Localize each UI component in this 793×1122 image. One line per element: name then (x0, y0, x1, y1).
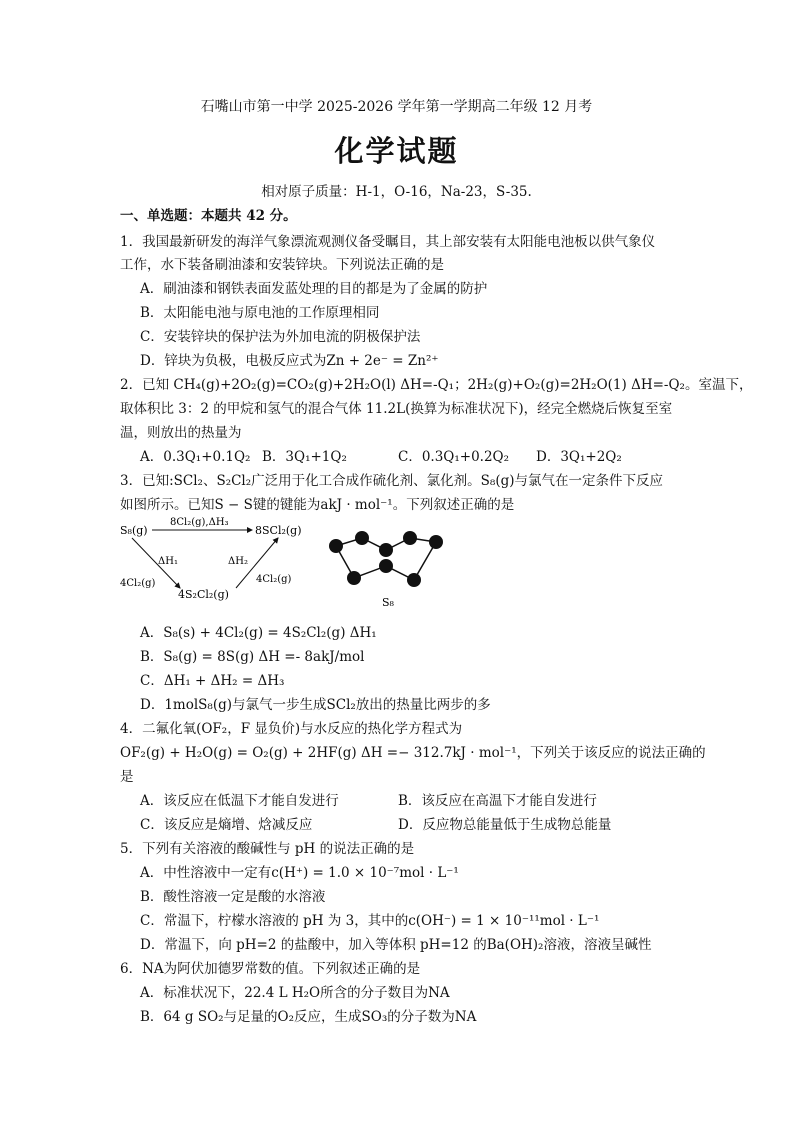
q2-option-b: B．3Q₁+1Q₂ (262, 449, 347, 465)
section-heading: 一、单选题：本题共 42 分。 (120, 208, 297, 224)
q3-option-d: D．1molS₈(g)与氯气一步生成SCl₂放出的热量比两步的多 (140, 697, 491, 713)
q1-option-a: A．刷油漆和钢铁表面发蓝处理的目的都是为了金属的防护 (140, 281, 488, 297)
s8-atom (379, 543, 393, 557)
q6-option-b: B．64 g SO₂与足量的O₂反应，生成SO₃的分子数为NA (140, 1009, 477, 1025)
diagram-dh2: ΔH₂ (228, 556, 248, 567)
q4-stem-line1: 4．二氟化氧(OF₂，F 显负价)与水反应的热化学方程式为 (120, 721, 463, 737)
q3-stem-line1: 3．已知:SCl₂、S₂Cl₂广泛用于化工合成作硫化剂、氯化剂。S₈(g)与氯气在一定条件下反应 (120, 473, 663, 489)
diagram-cl2-left: 4Cl₂(g) (120, 578, 156, 589)
s8-molecule-diagram (324, 528, 448, 612)
q6-stem: 6．NA为阿伏加德罗常数的值。下列叙述正确的是 (120, 961, 421, 977)
q1-option-b: B．太阳能电池与原电池的工作原理相同 (140, 305, 380, 321)
s8-atom (329, 539, 343, 553)
q1-option-d: D．锌块为负极，电极反应式为Zn + 2e⁻ = Zn²⁺ (140, 353, 439, 369)
q2-stem-line1: 2．已知 CH₄(g)+2O₂(g)=CO₂(g)+2H₂O(l) ΔH=-Q₁；2H₂(g)+O₂(g)=2H₂O(1) ΔH=-Q₂。室温下， (120, 377, 753, 393)
s8-atom (347, 571, 361, 585)
atomic-masses: 相对原子质量：H-1，O-16，Na-23，S-35. (261, 184, 532, 200)
diagram-top-arrow-label: 8Cl₂(g),ΔH₃ (170, 517, 229, 528)
q3-option-a: A．S₈(s) + 4Cl₂(g) = 4S₂Cl₂(g) ΔH₁ (140, 625, 377, 641)
diagram-product-top: 8SCl₂(g) (255, 524, 302, 537)
q2-option-d: D．3Q₁+2Q₂ (536, 449, 622, 465)
q2-stem-line2: 取体积比 3：2 的甲烷和氢气的混合气体 11.2L(换算为标准状况下)，经完全燃烧后恢复至室 (120, 401, 673, 417)
diagram-s8g: S₈(g) (120, 524, 148, 537)
q3-option-b: B．S₈(g) = 8S(g) ΔH =- 8akJ/mol (140, 649, 365, 665)
q5-option-d: D．常温下，向 pH=2 的盐酸中，加入等体积 pH=12 的Ba(OH)₂溶液，溶液呈碱性 (140, 937, 652, 953)
q1-option-c: C．安装锌块的保护法为外加电流的阴极保护法 (140, 329, 421, 345)
diagram-dh1: ΔH₁ (158, 556, 178, 567)
q4-stem-line3: 是 (120, 769, 134, 785)
q4-option-d: D．反应物总能量低于生成物总能量 (398, 817, 612, 833)
q4-option-c: C．该反应是熵增、焓减反应 (140, 817, 313, 833)
q5-option-a: A．中性溶液中一定有c(H⁺) = 1.0 × 10⁻⁷mol · L⁻¹ (140, 865, 459, 881)
s8-atom (429, 535, 443, 549)
s8-atom (379, 559, 393, 573)
reaction-path-diagram (118, 514, 318, 610)
diagram-product-mid: 4S₂Cl₂(g) (178, 588, 229, 601)
q4-option-a: A．该反应在低温下才能自发进行 (140, 793, 339, 809)
s8-atom (407, 573, 421, 587)
q3-stem-line2: 如图所示。已知S − S键的键能为akJ · mol⁻¹。下列叙述正确的是 (120, 497, 515, 513)
q5-stem: 5．下列有关溶液的酸碱性与 pH 的说法正确的是 (120, 841, 415, 857)
s8-atom (355, 531, 369, 545)
school-line: 石嘴山市第一中学 2025-2026 学年第一学期高二年级 12 月考 (200, 99, 593, 115)
q2-option-a: A．0.3Q₁+0.1Q₂ (140, 449, 251, 465)
s8-label: S₈ (382, 596, 394, 609)
q6-option-a: A．标准状况下，22.4 L H₂O所含的分子数目为NA (140, 985, 450, 1001)
q4-option-b: B．该反应在高温下才能自发进行 (398, 793, 597, 809)
q2-option-c: C．0.3Q₁+0.2Q₂ (398, 449, 510, 465)
q4-stem-line2: OF₂(g) + H₂O(g) = O₂(g) + 2HF(g) ΔH =− 312.7kJ · mol⁻¹，下列关于该反应的说法正确的 (120, 745, 706, 761)
q1-stem-line1: 1．我国最新研发的海洋气象漂流观测仪备受瞩目，其上部安装有太阳能电池板以供气象仪 (120, 234, 656, 250)
diagram-cl2-right: 4Cl₂(g) (256, 574, 292, 585)
q1-stem-line2: 工作，水下装备刷油漆和安装锌块。下列说法正确的是 (120, 257, 444, 273)
q5-option-c: C．常温下，柠檬水溶液的 pH 为 3，其中的c(OH⁻) = 1 × 10⁻¹¹mol · L⁻¹ (140, 913, 600, 929)
q3-option-c: C．ΔH₁ + ΔH₂ = ΔH₃ (140, 673, 285, 689)
q5-option-b: B．酸性溶液一定是酸的水溶液 (140, 889, 326, 905)
q2-stem-line3: 温，则放出的热量为 (120, 425, 242, 441)
s8-atom (403, 531, 417, 545)
page-title: 化学试题 (334, 134, 459, 168)
